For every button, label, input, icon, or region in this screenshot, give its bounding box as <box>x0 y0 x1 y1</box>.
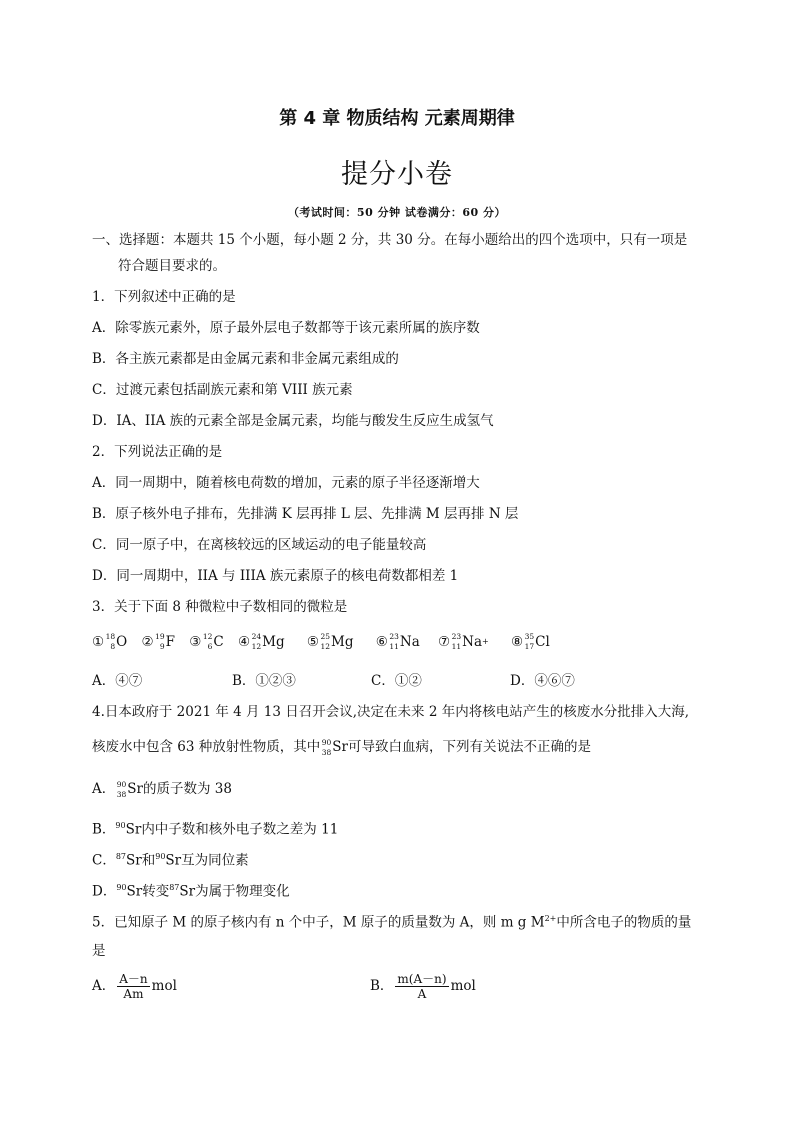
question-2-option-b: B．原子核外电子排布，先排满 K 层再排 L 层、先排满 M 层再排 N 层 <box>92 506 519 522</box>
question-2-option-d: D．同一周期中，IIA 与 IIIA 族元素原子的核电荷数都相差 1 <box>92 568 459 584</box>
document-title: 提分小卷 <box>341 159 453 190</box>
question-5-stem-line1: 5．已知原子 M 的原子核内有 n 个中子，M 原子的质量数为 A，则 m g $M^{2+}$中所含电子的物质的量 <box>92 914 692 931</box>
nuclide-4: ④ 24 12 Mg <box>238 632 285 651</box>
question-3-option-a: A．④⑦ <box>92 673 143 689</box>
nuclide-5: ⑤ 25 12 Mg <box>306 632 354 651</box>
question-1-option-c: C．过渡元素包括副族元素和第 VIII 族元素 <box>92 382 353 398</box>
chapter-title: 第 4 章 物质结构 元素周期律 <box>279 108 515 129</box>
question-3-stem: 3．关于下面 8 种微粒中子数相同的微粒是 <box>92 599 348 615</box>
question-1-stem: 1．下列叙述中正确的是 <box>92 289 236 305</box>
question-5-option-b: B． $\frac{m(A-n)}{A}$ mol <box>370 972 476 1001</box>
question-1-option-b: B．各主族元素都是由金属元素和非金属元素组成的 <box>92 351 399 367</box>
exam-info: （考试时间：50 分钟 试卷满分：60 分） <box>287 206 507 219</box>
nuclide-8: ⑧ 35 17 Cl <box>511 632 550 651</box>
nuclide-1: ① 18 8 O <box>92 632 128 651</box>
question-2-option-c: C．同一原子中，在离核较远的区域运动的电子能量较高 <box>92 537 427 553</box>
question-3-option-d: D．④⑥⑦ <box>510 673 575 689</box>
question-4-option-a: A． 90 38 Sr的质子数为 38 <box>92 779 232 799</box>
question-1-option-a: A．除零族元素外，原子最外层电子数都等于该元素所属的族序数 <box>92 320 480 336</box>
question-3-option-b: B．①②③ <box>232 673 296 689</box>
question-2-stem: 2．下列说法正确的是 <box>92 444 223 460</box>
nuclide-7: ⑦ 23 11 Na + <box>438 632 489 651</box>
question-3-nuclide-list <box>92 632 560 652</box>
question-3-option-c: C．①② <box>371 673 422 689</box>
question-4-option-c: C．$^{87}$Sr和$^{90}$Sr互为同位素 <box>92 852 249 869</box>
question-4-stem-line2: 核废水中包含 63 种放射性物质，其中 90 38 Sr可导致白血病，下列有关说法不正确的是 <box>92 737 591 757</box>
question-2-option-a: A．同一周期中，随着核电荷数的增加，元素的原子半径逐渐增大 <box>92 475 480 491</box>
question-4-option-b: B．$^{90}$Sr内中子数和核外电子数之差为 11 <box>92 821 339 838</box>
fraction-a: $\frac{A-n}{Am}$ <box>119 972 148 1001</box>
section-instruction: 一、选择题：本题共 15 个小题，每小题 2 分，共 30 分。在每小题给出的四个选项中，只有一项是 <box>92 232 688 248</box>
question-1-option-d: D．ⅠA、IIA 族的元素全部是金属元素，均能与酸发生反应生成氢气 <box>92 413 494 429</box>
question-4-option-d: D．$^{90}$Sr转变$^{87}$Sr为属于物理变化 <box>92 883 290 900</box>
question-4-stem-line1: 4.日本政府于 2021 年 4 月 13 日召开会议,决定在未来 2 年内将核电站产生的核废水分批排入大海, <box>92 704 690 720</box>
nuclide-6: ⑥ 23 11 Na <box>375 632 420 651</box>
question-5-stem-line2: 是 <box>92 943 106 959</box>
nuclide-2: ② 19 9 F <box>141 632 175 651</box>
nuclide-3: ③ 12 6 C <box>189 632 224 651</box>
fraction-b: $\frac{m(A-n)}{A}$ <box>397 972 447 1001</box>
section-instruction-cont: 符合题目要求的。 <box>118 258 226 274</box>
question-5-option-a: A． $\frac{A-n}{Am}$ mol <box>92 972 177 1001</box>
